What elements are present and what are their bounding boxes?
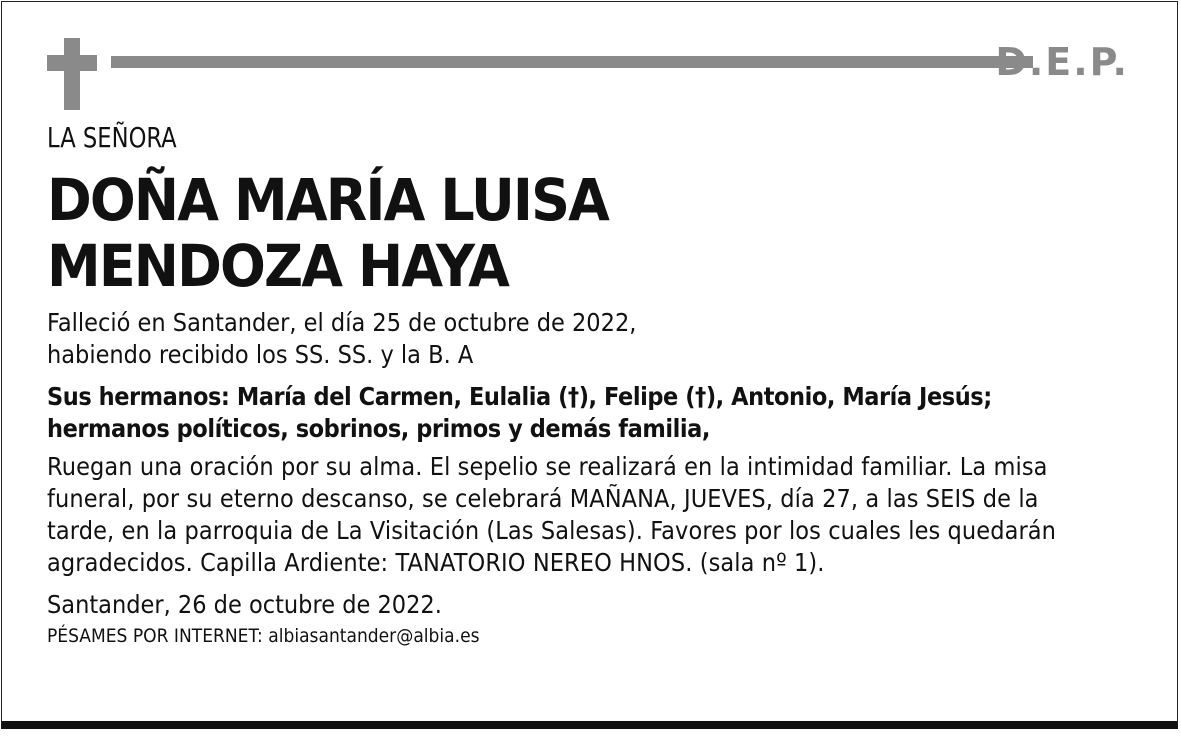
notice-body xyxy=(47,117,1147,649)
family-line-2: hermanos políticos, sobrinos, primos y demás familia, xyxy=(47,414,710,443)
funeral-line-1: Ruegan una oración por su alma. El sepelio se realizará en la intimidad familiar. La misa xyxy=(47,452,1048,481)
funeral-line-3: tarde, en la parroquia de La Visitación (Las Salesas). Favores por los cuales les quedarán xyxy=(47,516,1057,545)
cross-icon xyxy=(45,38,99,110)
death-line-2: habiendo recibido los SS. SS. y la B. A xyxy=(47,340,474,369)
honorific: LA SEÑORA xyxy=(47,121,177,154)
funeral-line-4: agradecidos. Capilla Ardiente: TANATORIO NEREO HNOS. (sala nº 1). xyxy=(47,548,825,577)
condolences-email: PÉSAMES POR INTERNET: albiasantander@albia.es xyxy=(47,625,480,647)
funeral-line-2: funeral, por su eterno descanso, se celebrará MAÑANA, JUEVES, día 27, a las SEIS de la xyxy=(47,484,1039,513)
header-rule xyxy=(111,56,1033,68)
deceased-name-line-2: MENDOZA HAYA xyxy=(47,232,508,300)
deceased-name xyxy=(47,167,1070,299)
death-details xyxy=(47,307,1147,371)
funeral-details xyxy=(47,451,1147,579)
family-line-1: Sus hermanos: María del Carmen, Eulalia (†), Felipe (†), Antonio, María Jesús; xyxy=(47,382,992,411)
deceased-name-line-1: DOÑA MARÍA LUISA xyxy=(47,166,609,234)
place-date: Santander, 26 de octubre de 2022. xyxy=(47,590,442,619)
dep-label: D.E.P. xyxy=(995,40,1129,84)
family-list xyxy=(47,381,1147,445)
notice-header xyxy=(45,38,1135,110)
death-line-1: Falleció en Santander, el día 25 de octubre de 2022, xyxy=(47,308,637,337)
